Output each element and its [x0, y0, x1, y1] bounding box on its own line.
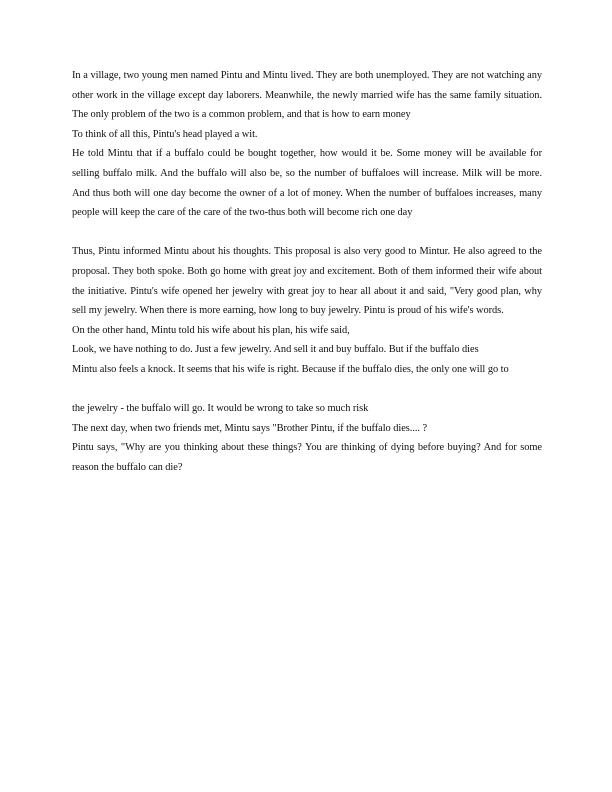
line-wit: To think of all this, Pintu's head played a wit. — [72, 128, 258, 140]
line-risk: the jewelry - the buffalo will go. It would be wrong to take so much risk — [72, 403, 369, 415]
paragraph-pintu-says: Pintu says, "Why are you thinking about these things? You are thinking of dying before buying? And for some reason the buffalo can die? — [72, 442, 542, 473]
line-next-day: The next day, when two friends met, Mintu says "Brother Pintu, if the buffalo dies.... ? — [72, 422, 428, 434]
paragraph-buffalo-plan: He told Mintu that if a buffalo could be bought together, how would it be. Some money will be available for selling buffalo milk. And the buffalo will also be, so the number of buffaloes will increase. Milk will be more. And thus both will one day become the owner of a lot of money. When the number of buffaloes increases, many people will keep the care of the care of the two-thus both will become rich one day — [72, 148, 542, 219]
paragraph-informed: Thus, Pintu informed Mintu about his thoughts. This proposal is also very good to Mintur. He also agreed to the proposal. They both spoke. Both go home with great joy and excitement. Both of them informed their wife about the initiative. Pintu's wife opened her jewelry with great joy to hear all about it and said, "Very good plan, why sell my jewelry. When there is more earning, how long to buy jewelry. Pintu is proud of his wife's words. — [72, 246, 542, 317]
paragraph-intro: In a village, two young men named Pintu and Mintu lived. They are both unemployed. They are not watching any other work in the village except day laborers. Meanwhile, the newly married wife has the same family situation. The only problem of the two is a common problem, and that is how to earn money — [72, 70, 542, 121]
line-look: Look, we have nothing to do. Just a few jewelry. And sell it and buy buffalo. But if the buffalo dies — [72, 344, 479, 356]
story-text — [72, 66, 542, 477]
paragraph-spacer — [72, 223, 542, 243]
paragraph-spacer — [72, 380, 542, 400]
line-other-hand: On the other hand, Mintu told his wife about his plan, his wife said, — [72, 324, 350, 336]
line-knock: Mintu also feels a knock. It seems that his wife is right. Because if the buffalo dies, the only one will go to — [72, 363, 509, 375]
